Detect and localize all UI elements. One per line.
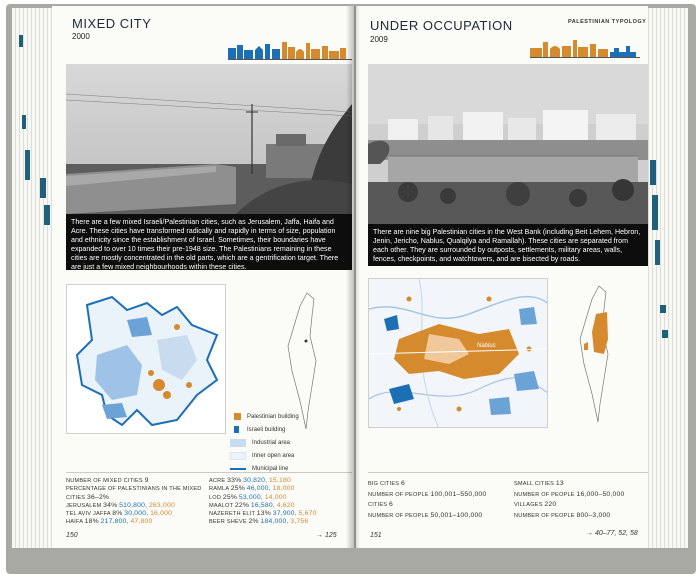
divider bbox=[368, 472, 648, 473]
page-number: 151 bbox=[370, 532, 382, 539]
tab-marker bbox=[40, 178, 46, 198]
typology-label: PALESTINIAN TYPOLOGY bbox=[568, 19, 647, 25]
divider bbox=[66, 472, 352, 473]
page-edges-right bbox=[648, 8, 688, 548]
year-label: 2009 bbox=[370, 35, 388, 44]
map-city-label: Nablus bbox=[477, 343, 496, 349]
tab-marker bbox=[662, 330, 668, 338]
stats-column: SMALL CITIES 13 NUMBER OF PEOPLE 16,000–50,000 VILLAGES 220 NUMBER OF PEOPLE 800–3,000 bbox=[514, 480, 625, 519]
year-label: 2000 bbox=[72, 32, 90, 41]
stats-column: BIG CITIES 6 NUMBER OF PEOPLE 100,001–550,000 CITIES 6 NUMBER OF PEOPLE 50,001–100,000 bbox=[368, 480, 487, 519]
stat-row: BEER SHEVE 2% 184,000, 3,756 bbox=[209, 518, 309, 526]
tab-marker bbox=[660, 305, 666, 313]
nablus-map bbox=[368, 278, 548, 428]
tab-marker bbox=[655, 240, 660, 265]
page-number: 150 bbox=[66, 532, 78, 539]
tab-marker bbox=[25, 150, 30, 180]
stat-row: RAMLA 25% 46,000, 18,000 bbox=[209, 485, 295, 493]
stat-row: NAZERETH ELIT 13% 37,900, 5,670 bbox=[209, 510, 317, 518]
section-title: UNDER OCCUPATION bbox=[370, 18, 513, 33]
cross-reference: → 125 bbox=[316, 532, 337, 539]
stat-row: TEL AVIV JAFFA 8% 30,000, 16,000 bbox=[66, 510, 173, 518]
section-title: MIXED CITY bbox=[72, 16, 152, 31]
stats-column: NUMBER OF MIXED CITIES 9 PERCENTAGE OF PALESTINIANS IN THE MIXED CITIES 36–2% JERUSALEM 34% 510,800, 263,000 TEL AVIV JAFFA 8% 30,000, 16,000 HAIFA 18% 217,800, 47,800 bbox=[66, 477, 206, 527]
legend-item: Inner open area bbox=[230, 449, 299, 462]
left-page bbox=[52, 6, 354, 548]
tab-marker bbox=[22, 115, 26, 129]
tab-marker bbox=[652, 195, 658, 230]
map-legend bbox=[230, 410, 299, 475]
stat-row: JERUSALEM 34% 510,800, 263,000 bbox=[66, 501, 175, 509]
tab-marker bbox=[44, 205, 50, 225]
stat-row: LOD 25% 53,000, 14,000 bbox=[209, 493, 287, 501]
legend-item: Municipal line bbox=[230, 462, 299, 475]
stat-row: ACRE 33% 30,820, 15,180 bbox=[209, 477, 291, 484]
photo-under-occupation bbox=[368, 64, 648, 224]
legend-item: Israeli building bbox=[230, 423, 299, 436]
photo-caption: There are a few mixed Israeli/Palestinian cities, such as Jerusalem, Jaffa, Haifa and Acre. These cities have transformed radically and rapidly in terms of size, population and ethnicity since the establishment of Israel. Sometimes, their boundaries have expanded to over 10 times their pre-1948 size. The Palestinians remaining in these cities are mostly concentrated in the old parts, which are a gentrification target. There are just a few mixed neighbourhoods within these cities. bbox=[66, 214, 352, 270]
page-edges-left bbox=[12, 8, 57, 548]
cross-reference: → 40–77, 52, 58 bbox=[586, 530, 638, 537]
country-inset-map bbox=[574, 284, 624, 424]
right-page bbox=[356, 6, 648, 548]
jerusalem-map bbox=[66, 284, 226, 434]
stats-column bbox=[209, 477, 349, 527]
skyline-icon bbox=[530, 38, 640, 58]
photo-caption: There are nine big Palestinian cities in the West Bank (including Beit Lehem, Hebron, Jenin, Jericho, Nablus, Qualqilya and Ramallah). These cities are separated from each other. They are surrounded by outposts, settlements, military areas, walls, fences, checkpoints, and watchtowers, and are bisected by roads. bbox=[368, 224, 648, 266]
stat-row: MAALOT 22% 16,580, 4,620 bbox=[209, 501, 295, 509]
photo-mixed-city bbox=[66, 64, 352, 214]
legend-item: Industrial area bbox=[230, 436, 299, 449]
book-gutter bbox=[346, 6, 360, 548]
tab-marker bbox=[650, 160, 656, 185]
tab-marker bbox=[19, 35, 23, 47]
legend-item: Palestinian building bbox=[230, 410, 299, 423]
skyline-icon bbox=[228, 40, 352, 60]
stat-row: HAIFA 18% 217,800, 47,800 bbox=[66, 518, 153, 526]
